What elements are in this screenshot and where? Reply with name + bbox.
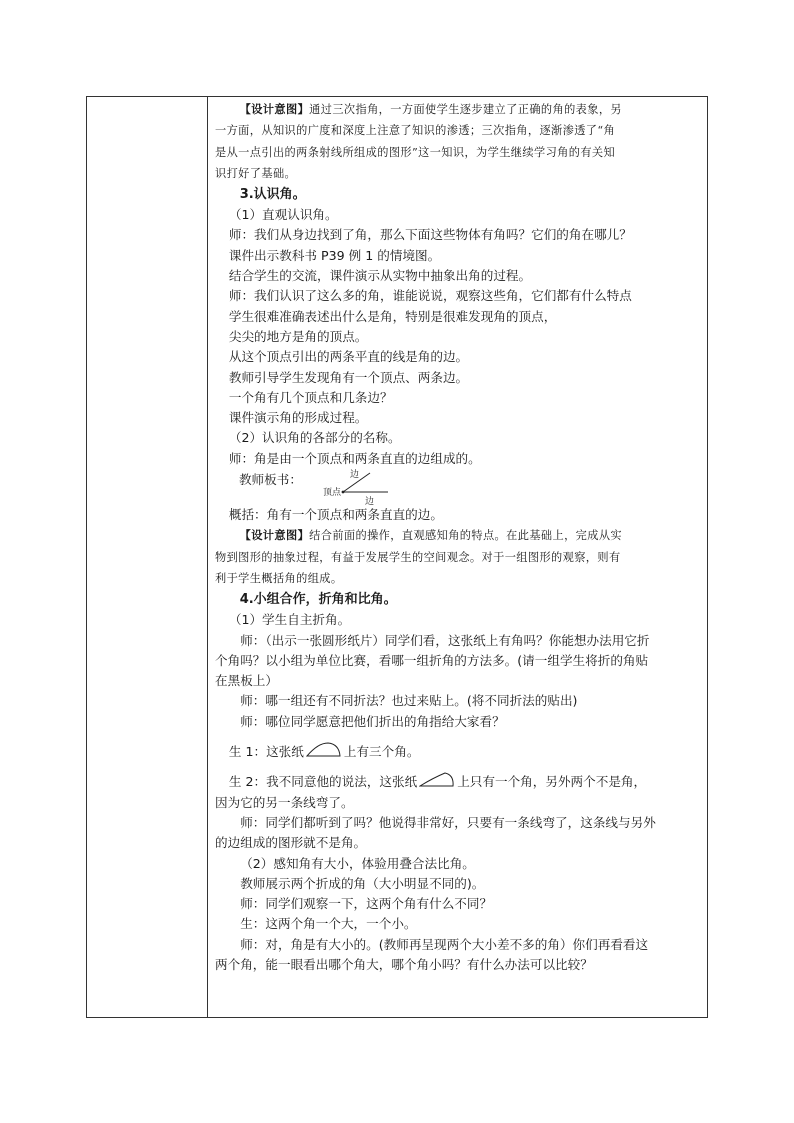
design-intent-1 <box>215 99 703 120</box>
paragraph: 从这个顶点引出的两条平直的线是角的边。 <box>228 349 469 365</box>
paragraph: （1）直观认识角。 <box>228 207 338 223</box>
label-edge-top: 边 <box>350 470 360 481</box>
design-intent-line: 一方面，从知识的广度和深度上注意了知识的渗透；三次指角，逐渐渗透了“角 <box>215 124 616 138</box>
board-label: 教师板书： <box>238 472 302 488</box>
section-3-title: 3.认识角。 <box>239 187 306 203</box>
student-1-line <box>215 742 703 762</box>
paragraph: 师：同学们都听到了吗？他说得非常好，只要有一条线弯了，这条线与另外 <box>240 814 656 830</box>
section-4-title: 4.小组合作，折角和比角。 <box>239 592 397 608</box>
design-intent-tag: 【设计意图】 <box>239 528 310 543</box>
paragraph: 概括：角有一个顶点和两条直直的边。 <box>228 507 443 523</box>
paragraph: 在黑板上） <box>215 673 278 689</box>
paragraph: 师：哪一组还有不同折法？也过来贴上。(将不同折法的贴出) <box>240 693 578 709</box>
label-vertex: 顶点 <box>323 488 342 499</box>
paragraph: 课件演示角的形成过程。 <box>228 410 368 426</box>
paragraph: 因为它的另一条线弯了。 <box>215 794 354 810</box>
paragraph: （2）感知角有大小，体验用叠合法比角。 <box>240 855 475 871</box>
paragraph: 师：角是由一个顶点和两条直直的边组成的。 <box>228 450 481 466</box>
paragraph: 师：对，角是有大小的。(教师再呈现两个大小差不多的角）你们再看看这 <box>240 936 649 952</box>
design-intent-line: 物到图形的抽象过程，有益于发展学生的空间观念。对于一组图形的观察，则有 <box>215 550 621 564</box>
paragraph: （1）学生自主折角。 <box>228 612 351 628</box>
paragraph: 师：我们从身边找到了角，那么下面这些物体有角吗？它们的角在哪儿？ <box>228 227 632 243</box>
design-intent-tag: 【设计意图】 <box>239 102 310 116</box>
board-writing <box>215 469 703 505</box>
paragraph-text: 上只有一个角，另外两个不是角， <box>457 774 647 790</box>
design-intent-line: 是从一点引出的两条射线所组成的图形”这一知识，为学生继续学习角的有关知 <box>215 145 616 159</box>
angle-diagram <box>310 469 400 505</box>
paragraph: 结合学生的交流，课件演示从实物中抽象出角的过程。 <box>228 268 532 284</box>
paragraph: 一个角有几个顶点和几条边？ <box>228 389 393 405</box>
label-edge-bottom: 边 <box>365 497 375 506</box>
paragraph-text: 生 2：我不同意他的说法，这张纸 <box>228 774 418 790</box>
paragraph: 课件出示教科书 P39 例 1 的情境图。 <box>228 247 441 263</box>
paragraph: 学生很难准确表述出什么是角，特别是很难发现角的顶点， <box>228 308 557 324</box>
paragraph: 教师引导学生发现角有一个顶点、两条边。 <box>228 369 469 385</box>
design-intent-line: 通过三次指角，一方面使学生逐步建立了正确的角的表象，另 <box>309 103 623 116</box>
lesson-content-cell <box>215 99 703 975</box>
paragraph: 个角吗？以小组为单位比赛，看哪一组折角的方法多。(请一组学生将折的角贴 <box>215 652 649 668</box>
table-column-divider <box>207 97 208 1017</box>
paragraph: 教师展示两个折成的角（大小明显不同的)。 <box>240 875 485 891</box>
angle-vertex-dot <box>342 491 345 494</box>
paper-shape-icon <box>306 742 342 758</box>
paragraph: 生：这两个角一个大，一个小。 <box>240 916 417 932</box>
paragraph: 的边组成的图形就不是角。 <box>215 835 367 851</box>
design-intent-line: 结合前面的操作，直观感知角的特点。在此基础上，完成从实 <box>309 529 623 543</box>
paragraph: 师：（出示一张圆形纸片）同学们看，这张纸上有角吗？你能想办法用它折 <box>240 632 650 648</box>
lesson-table <box>86 96 708 1018</box>
student-2-line <box>215 772 703 792</box>
design-intent-line: 利于学生概括角的组成。 <box>215 571 343 585</box>
design-intent-2 <box>215 525 703 546</box>
paragraph-text: 上有三个角。 <box>343 744 420 760</box>
paragraph: 师：我们认识了这么多的角，谁能说说，观察这些角，它们都有什么特点 <box>228 288 632 304</box>
paragraph: 两个角，能一眼看出哪个角大，哪个角小吗？有什么办法可以比较？ <box>215 956 593 972</box>
paragraph: 师：同学们观察一下，这两个角有什么不同？ <box>240 896 493 912</box>
paragraph: 尖尖的地方是角的顶点。 <box>228 328 368 344</box>
paragraph-text: 生 1：这张纸 <box>228 744 304 760</box>
paragraph: （2）认识角的各部分的名称。 <box>228 430 401 446</box>
paragraph: 师：哪位同学愿意把他们折出的角指给大家看？ <box>240 713 505 729</box>
design-intent-line: 识打好了基础。 <box>215 166 297 180</box>
paper-shape-icon <box>419 772 455 788</box>
